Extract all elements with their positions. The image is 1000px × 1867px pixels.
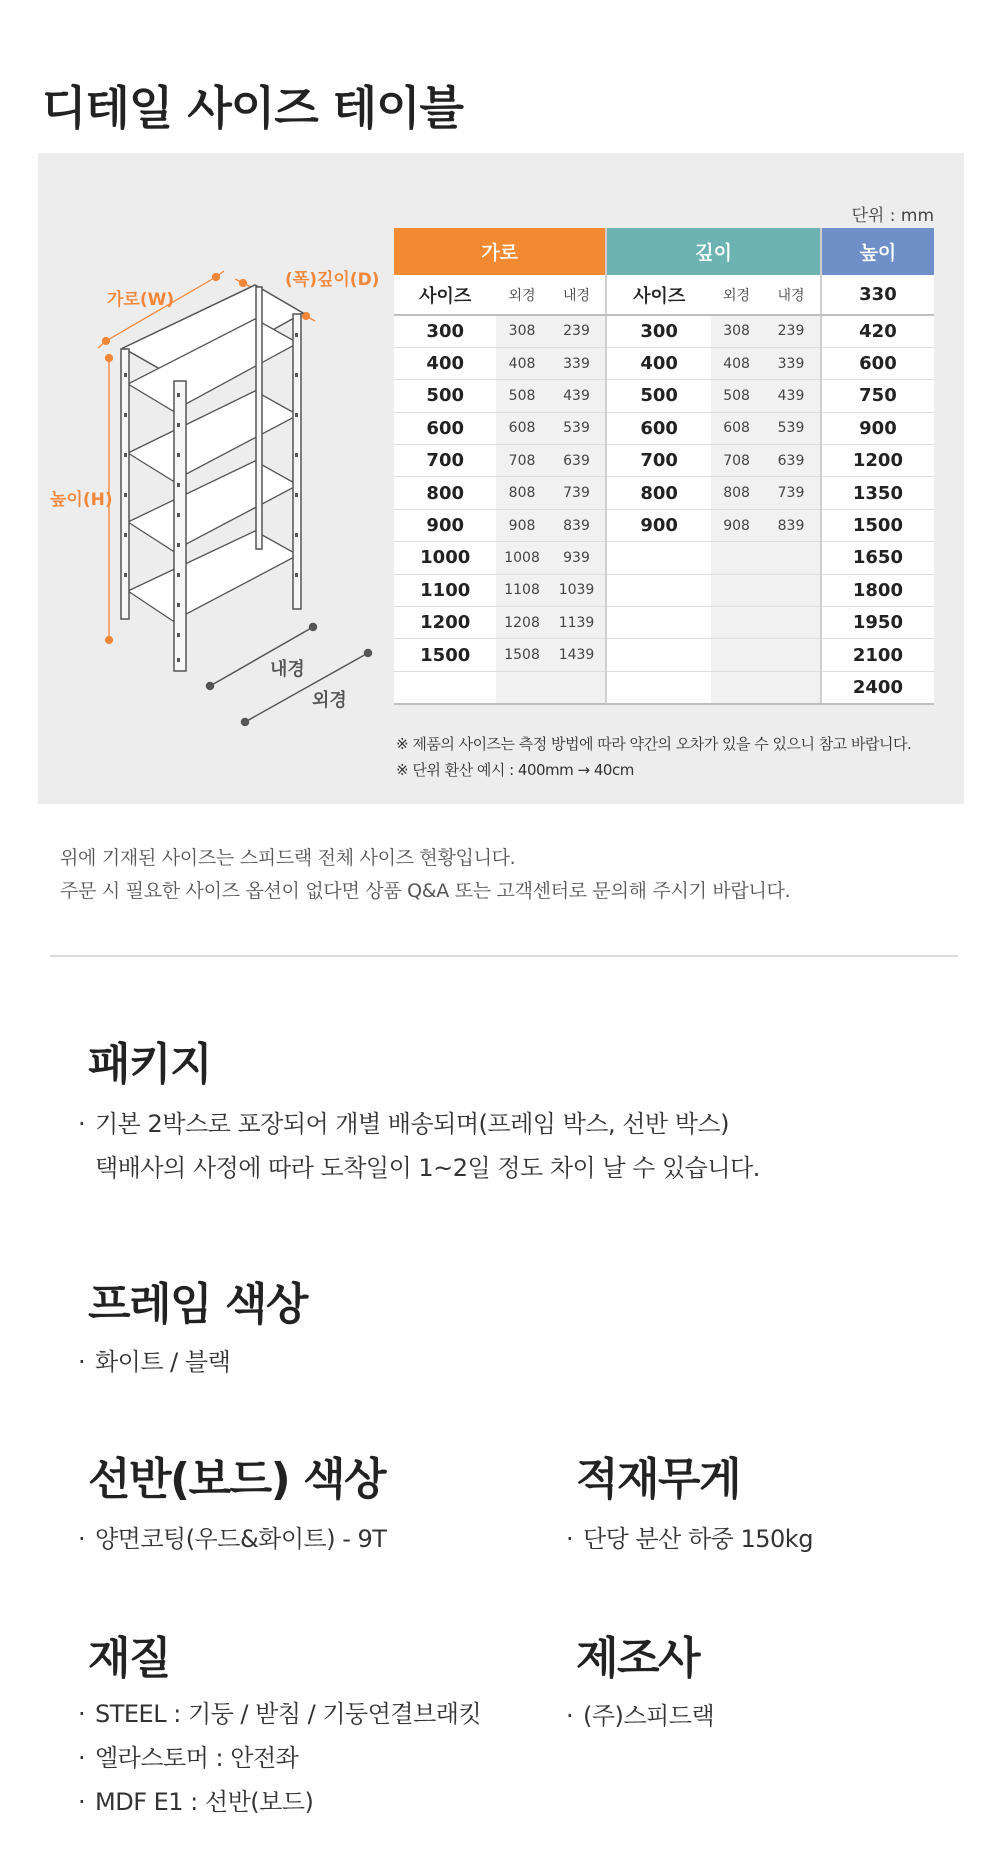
width-outer-cell: 1008 [496,542,547,574]
height-cell: 1350 [821,477,934,509]
width-size-cell: 1200 [394,607,496,639]
note-unit-conversion: ※ 단위 환산 예시 : 400mm → 40cm [396,761,634,779]
depth-outer-cell: 908 [711,509,762,541]
depth-size-cell: 500 [606,380,711,412]
width-inner-cell: 939 [548,542,607,574]
depth-outer-cell [711,671,762,703]
list-item: 택배사의 사정에 따라 도착일이 1~2일 정도 차이 날 수 있습니다. [95,1154,760,1182]
width-size-cell [394,671,496,703]
width-size-cell: 400 [394,347,496,379]
depth-outer-cell [711,574,762,606]
shelf-color-title: 선반(보드) 색상 [88,1454,386,1505]
width-inner-cell: 1439 [548,639,607,671]
intro-line: 위에 기재된 사이즈는 스피드랙 전체 사이즈 현황입니다. [60,847,516,869]
height-group-header: 높이 [821,228,934,275]
width-size-cell: 1100 [394,574,496,606]
shelf-diagram [38,153,428,804]
width-outer-cell: 308 [496,315,547,347]
depth-size-cell [606,671,711,703]
width-inner-cell: 739 [548,477,607,509]
depth-inner-cell: 339 [762,347,821,379]
height-cell: 1500 [821,509,934,541]
depth-size-cell [606,574,711,606]
unit-label: 단위 : mm [851,206,934,226]
width-size-cell: 700 [394,445,496,477]
width-group-header: 가로 [394,228,606,275]
width-outer-cell: 1108 [496,574,547,606]
width-outer-cell: 1508 [496,639,547,671]
shelf-illustration [38,153,428,804]
height-cell: 2400 [821,671,934,703]
width-inner-cell: 1039 [548,574,607,606]
depth-size-cell: 300 [606,315,711,347]
table-row [394,639,934,671]
width-inner-cell: 639 [548,445,607,477]
width-outer-header: 외경 [496,275,547,315]
width-inner-cell: 539 [548,412,607,444]
table-row [394,542,934,574]
size-table-panel [38,153,964,804]
depth-inner-cell [762,542,821,574]
depth-size-cell [606,607,711,639]
width-outer-cell [496,671,547,703]
package-list [78,1102,760,1190]
width-inner-cell [548,671,607,703]
height-cell: 2100 [821,639,934,671]
depth-inner-cell [762,607,821,639]
outer-dimension-label: 외경 [312,690,347,711]
maker-title: 제조사 [576,1633,700,1684]
depth-size-cell: 700 [606,445,711,477]
width-size-cell: 500 [394,380,496,412]
height-cell: 1950 [821,607,934,639]
note-tolerance: ※ 제품의 사이즈는 측정 방법에 따라 약간의 오차가 있을 수 있으니 참고 바랍니다. [396,735,912,753]
depth-outer-cell: 508 [711,380,762,412]
width-outer-cell: 408 [496,347,547,379]
width-size-cell: 1500 [394,639,496,671]
depth-size-header: 사이즈 [606,275,711,315]
width-size-cell: 600 [394,412,496,444]
depth-outer-cell [711,639,762,671]
depth-inner-cell [762,574,821,606]
table-row [394,445,934,477]
width-size-header: 사이즈 [394,275,496,315]
depth-inner-cell [762,639,821,671]
width-size-cell: 1000 [394,542,496,574]
list-item: · STEEL : 기둥 / 받침 / 기둥연결브래킷 [78,1692,481,1736]
table-row [394,380,934,412]
depth-size-cell [606,542,711,574]
depth-inner-cell: 539 [762,412,821,444]
page-title: 디테일 사이즈 테이블 [42,81,463,135]
depth-size-cell [606,639,711,671]
list-item: · 양면코팅(우드&화이트) - 9T [78,1517,386,1561]
frame-color-list [78,1340,230,1384]
height-cell: 600 [821,347,934,379]
depth-dimension-label: (폭)깊이(D) [285,270,380,290]
depth-inner-cell: 839 [762,509,821,541]
depth-inner-cell [762,671,821,703]
height-dimension-label: 높이(H) [50,490,113,510]
depth-inner-header: 내경 [762,275,821,315]
depth-inner-cell: 439 [762,380,821,412]
table-row [394,607,934,639]
height-cell: 750 [821,380,934,412]
table-row [394,509,934,541]
width-outer-cell: 1208 [496,607,547,639]
width-dimension-label: 가로(W) [107,290,175,310]
list-item: · 화이트 / 블랙 [78,1340,230,1384]
intro-text [60,842,790,908]
depth-outer-cell [711,542,762,574]
width-inner-cell: 1139 [548,607,607,639]
shelf-color-list [78,1517,386,1561]
height-cell: 900 [821,412,934,444]
material-list [78,1692,481,1824]
section-divider [50,955,958,957]
table-row [394,412,934,444]
depth-outer-cell: 308 [711,315,762,347]
list-item: · 엘라스토머 : 안전좌 [78,1736,481,1780]
depth-inner-cell: 239 [762,315,821,347]
depth-size-cell: 400 [606,347,711,379]
size-table [394,228,934,705]
maker-list [566,1694,714,1738]
width-inner-cell: 339 [548,347,607,379]
table-notes [396,731,911,783]
depth-outer-cell: 408 [711,347,762,379]
width-outer-cell: 808 [496,477,547,509]
width-outer-cell: 908 [496,509,547,541]
width-inner-cell: 839 [548,509,607,541]
width-inner-cell: 439 [548,380,607,412]
table-row [394,477,934,509]
load-title: 적재무게 [576,1454,741,1505]
depth-size-cell: 600 [606,412,711,444]
depth-size-cell: 800 [606,477,711,509]
list-item: · 기본 2박스로 포장되어 개별 배송되며(프레임 박스, 선반 박스) [78,1102,760,1146]
depth-outer-cell [711,607,762,639]
width-size-cell: 900 [394,509,496,541]
depth-size-cell: 900 [606,509,711,541]
depth-outer-cell: 808 [711,477,762,509]
depth-inner-cell: 739 [762,477,821,509]
depth-inner-cell: 639 [762,445,821,477]
height-cell: 1650 [821,542,934,574]
depth-outer-cell: 708 [711,445,762,477]
load-list [566,1517,813,1561]
width-outer-cell: 708 [496,445,547,477]
material-title: 재질 [88,1633,171,1684]
table-row [394,574,934,606]
height-cell: 1200 [821,445,934,477]
width-size-cell: 300 [394,315,496,347]
width-inner-header: 내경 [548,275,607,315]
width-outer-cell: 608 [496,412,547,444]
intro-line: 주문 시 필요한 사이즈 옵션이 없다면 상품 Q&A 또는 고객센터로 문의해 주시기 바랍니다. [60,880,791,902]
list-item: · 단당 분산 하중 150kg [566,1517,813,1561]
width-inner-cell: 239 [548,315,607,347]
depth-outer-header: 외경 [711,275,762,315]
table-row [394,671,934,703]
depth-group-header: 깊이 [606,228,820,275]
list-item: · (주)스피드랙 [566,1694,714,1738]
width-outer-cell: 508 [496,380,547,412]
height-cell: 420 [821,315,934,347]
table-row [394,315,934,347]
width-size-cell: 800 [394,477,496,509]
frame-color-title: 프레임 색상 [88,1279,307,1330]
height-first-value: 330 [821,275,934,315]
table-row [394,347,934,379]
height-cell: 1800 [821,574,934,606]
list-item: · MDF E1 : 선반(보드) [78,1780,481,1824]
depth-outer-cell: 608 [711,412,762,444]
package-title: 패키지 [88,1039,212,1090]
inner-dimension-label: 내경 [270,659,305,680]
